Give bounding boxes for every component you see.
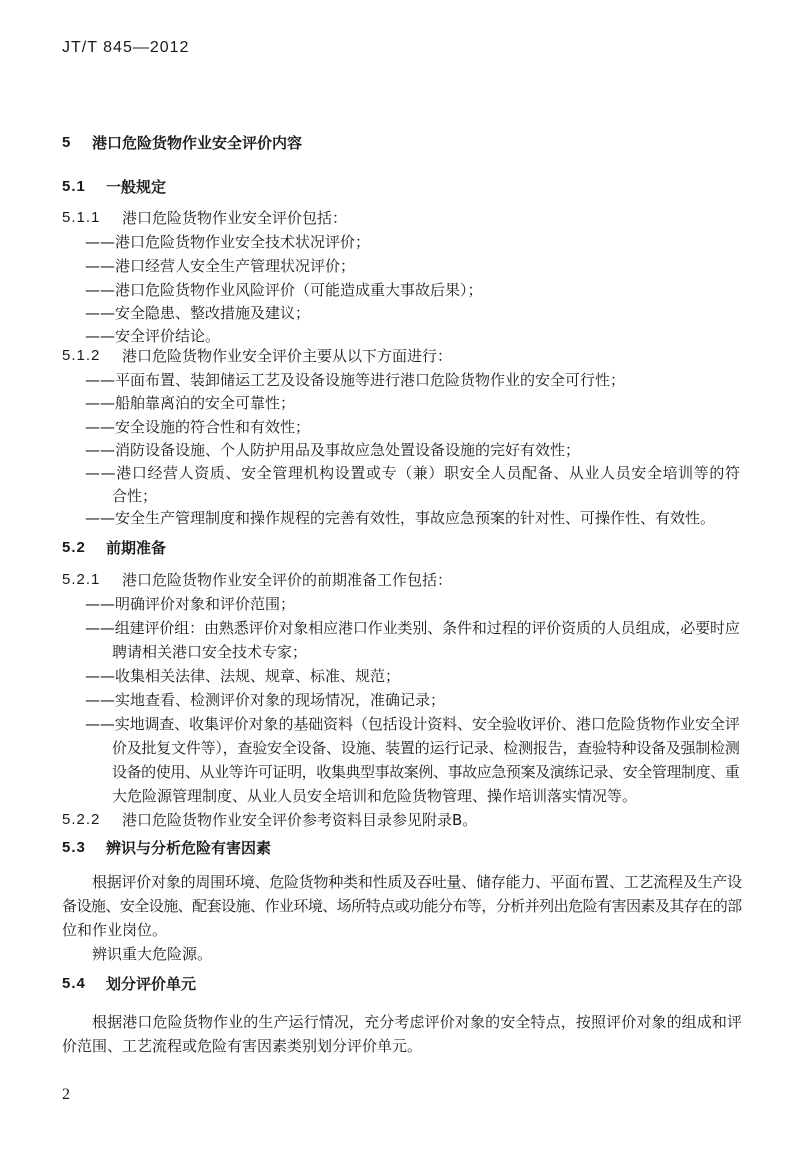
list-item: ——收集相关法律、法规、规章、标准、规范； [85, 667, 401, 685]
list-item-continuation: 设备的使用、从业等许可证明，收集典型事故案例、事故应急预案及演练记录、安全管理制度、重 [112, 763, 740, 781]
paragraph-line: 价范围、工艺流程或危险有害因素类别划分评价单元。 [62, 1037, 423, 1055]
list-item: ——安全设施的符合性和有效性； [85, 418, 311, 436]
list-item: ——船舶靠离泊的安全可靠性； [85, 394, 296, 412]
standard-code-header: JT/T 845—2012 [62, 39, 190, 56]
list-item: ——安全生产管理制度和操作规程的完善有效性，事故应急预案的针对性、可操作性、有效性。 [85, 509, 716, 527]
list-item-continuation: 合性； [112, 487, 158, 505]
paragraph-line: 位和作业岗位。 [62, 921, 168, 939]
list-item: ——港口经营人安全生产管理状况评价； [85, 257, 356, 275]
list-item: ——实地调查、收集评价对象的基础资料（包括设计资料、安全验收评价、港口危险货物作业安全评 [85, 715, 740, 733]
list-item: ——消防设备设施、个人防护用品及事故应急处置设备设施的完好有效性； [85, 441, 581, 459]
list-item: ——实地查看、检测评价对象的现场情况，准确记录； [85, 691, 446, 709]
list-item-continuation: 大危险源管理制度、从业人员安全培训和危险货物管理、操作培训落实情况等。 [112, 787, 638, 805]
list-item-continuation: 价及批复文件等），查验安全设备、设施、装置的运行记录、检测报告，查验特种设备及强制检测 [112, 739, 740, 757]
list-item: ——平面布置、装卸储运工艺及设备设施等进行港口危险货物作业的安全可行性； [85, 371, 626, 389]
page-number: 2 [62, 1086, 71, 1103]
list-item: ——组建评价组：由熟悉评价对象相应港口作业类别、条件和过程的评价资质的人员组成，必要时应 [85, 619, 740, 637]
paragraph-line: 根据港口危险货物作业的生产运行情况，充分考虑评价对象的安全特点，按照评价对象的组成和评 [92, 1013, 743, 1031]
list-item: ——明确评价对象和评价范围； [85, 595, 296, 613]
list-item: ——港口经营人资质、安全管理机构设置或专（兼）职安全人员配备、从业人员安全培训等的符 [85, 464, 741, 482]
list-item: ——港口危险货物作业风险评价（可能造成重大事故后果）； [85, 281, 483, 299]
paragraph-line: 备设施、安全设施、配套设施、作业环境、场所特点或功能分布等，分析并列出危险有害因素及其存在的部 [62, 897, 742, 915]
paragraph: 辨识重大危险源。 [92, 945, 213, 963]
list-item: ——港口危险货物作业安全技术状况评价； [85, 233, 371, 251]
list-item-continuation: 聘请相关港口安全技术专家； [112, 643, 308, 661]
list-item: ——安全评价结论。 [85, 327, 221, 345]
paragraph-line: 根据评价对象的周围环境、危险货物种类和性质及吞吐量、储存能力、平面布置、工艺流程及生产设 [92, 873, 742, 891]
list-item: ——安全隐患、整改措施及建议； [85, 304, 311, 322]
